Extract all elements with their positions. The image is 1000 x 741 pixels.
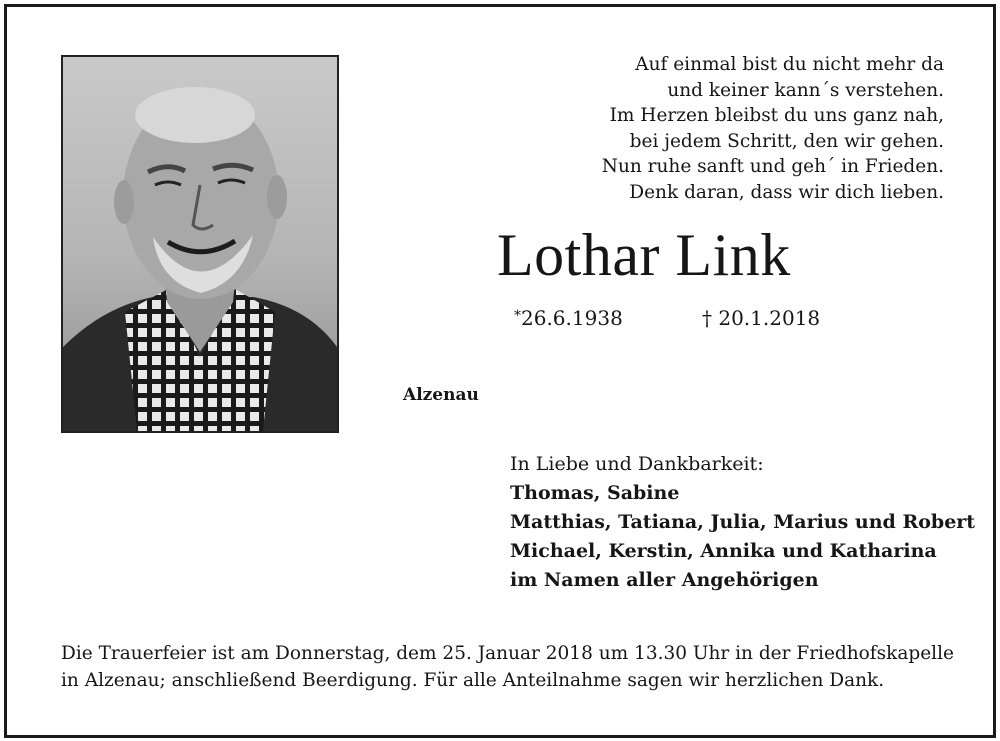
family-line: Thomas, Sabine (510, 482, 680, 504)
poem-line: und keiner kann´s verstehen. (667, 79, 944, 101)
funeral-notice (61, 640, 954, 694)
portrait-photo (61, 55, 339, 433)
family-line: Michael, Kerstin, Annika und Katharina (510, 540, 937, 562)
residence-place: Alzenau (403, 385, 479, 405)
birth-date-line (514, 306, 623, 330)
family-line: im Namen aller Angehörigen (510, 569, 819, 591)
poem-line: Auf einmal bist du nicht mehr da (635, 54, 944, 75)
birth-symbol: * (514, 308, 521, 324)
death-date: 20.1.2018 (718, 306, 821, 330)
poem-line: bei jedem Schritt, den wir gehen. (629, 130, 944, 152)
funeral-line: in Alzenau; anschließend Beerdigung. Für alle Anteilnahme sagen wir herzlichen Dank. (61, 670, 885, 691)
poem-line: Nun ruhe sanft und geh´ in Frieden. (601, 156, 944, 177)
birth-date: 26.6.1938 (521, 306, 623, 330)
portrait-illustration (63, 57, 337, 431)
death-date-line (702, 306, 820, 330)
funeral-line: Die Trauerfeier ist am Donnerstag, dem 25. Januar 2018 um 13.30 Uhr in der Friedhofskapelle (61, 643, 954, 664)
family-line: Matthias, Tatiana, Julia, Marius und Robert (510, 511, 976, 533)
family-intro: In Liebe und Dankbarkeit: (510, 453, 764, 475)
family-block (510, 450, 975, 595)
poem-line: Denk daran, dass wir dich lieben. (629, 181, 944, 203)
poem-line: Im Herzen bleibst du uns ganz nah, (609, 105, 944, 126)
deceased-name: Lothar Link (497, 222, 791, 288)
death-symbol: † (702, 306, 712, 330)
memorial-poem (602, 52, 944, 205)
